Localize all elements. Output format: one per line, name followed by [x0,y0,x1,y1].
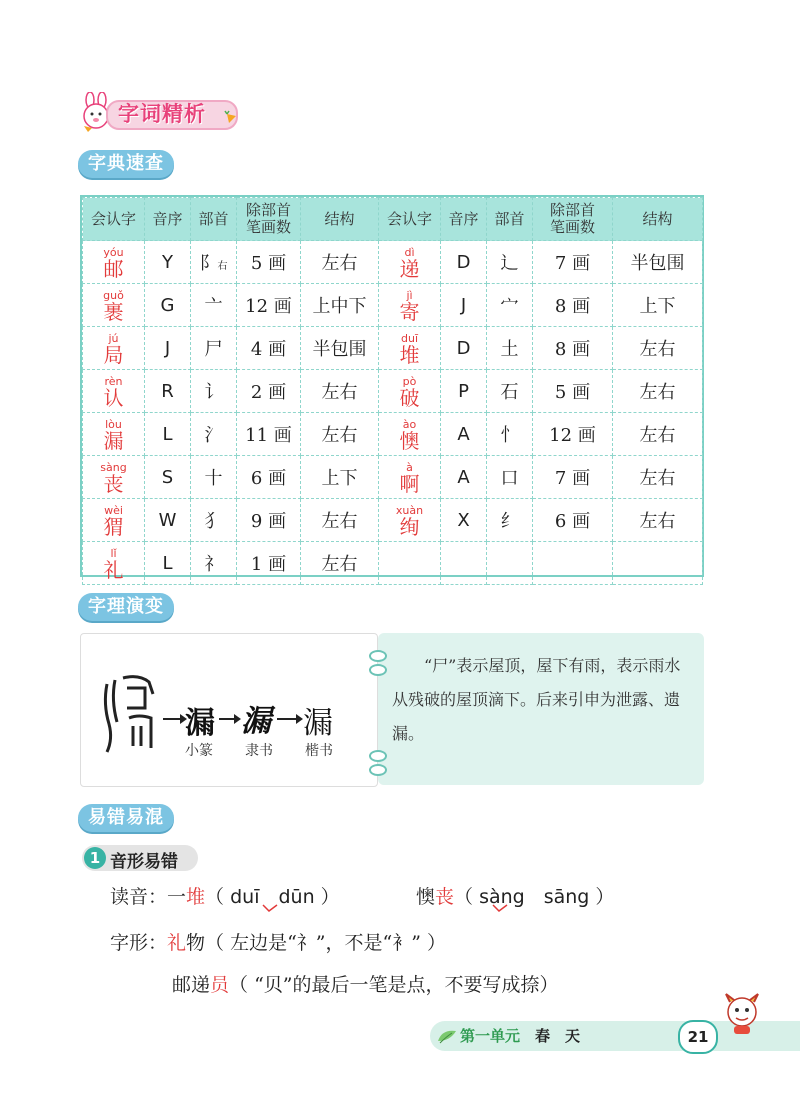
char-cell [379,499,441,542]
hanzi: 啊 [399,472,420,496]
dragon-mascot-icon [716,990,768,1036]
seal-script-glyph-icon [99,674,161,754]
header-cell: 音序 [145,198,191,241]
header-cell: 会认字 [379,198,441,241]
footer-unit-label [460,1025,580,1046]
letter-cell: S [145,456,191,499]
shape2-note: （ “贝”的最后一笔是点，不要写成捺） [229,974,559,996]
evolution-explanation: “尸”表示屋顶，屋下有雨，表示雨水从残破的屋顶滴下。后来引申为泄露、遗漏。 [392,656,681,743]
strokes-cell: 6 画 [533,499,613,542]
letter-cell: A [441,413,487,456]
char-cell [379,542,441,585]
structure-cell: 上中下 [301,284,379,327]
letter-cell: J [441,284,487,327]
letter-cell: Y [145,241,191,284]
hanzi: 礼 [103,558,124,582]
pinyin: yóu [103,246,124,259]
char-cell [379,456,441,499]
char-cell [83,241,145,284]
char-cell [379,327,441,370]
pinyin: dì [404,246,415,259]
structure-cell: 左右 [613,370,703,413]
strokes-cell: 7 画 [533,241,613,284]
clerical-script-char: 漏 [185,706,215,741]
strokes-cell: 6 画 [237,456,301,499]
header-cell: 结构 [613,198,703,241]
strokes-cell: 5 画 [533,370,613,413]
char-cell [83,542,145,585]
pron1-char: 堆 [186,886,206,908]
strokes-cell: 2 画 [237,370,301,413]
radical-cell: 土 [487,327,533,370]
shape-label: 字形： [110,932,168,954]
strokes-cell: 9 画 [237,499,301,542]
pron1-options: （ duī dūn ） [205,886,340,908]
char-cell [379,241,441,284]
hanzi: 破 [399,386,420,410]
carrot-icon [224,110,238,124]
shape2-prefix: 邮递 [172,974,211,996]
pinyin: xuàn [395,504,424,517]
letter-cell: P [441,370,487,413]
structure-cell: 半包围 [301,327,379,370]
letter-cell: J [145,327,191,370]
arrow-icon [219,718,239,720]
table-header-row [83,198,703,241]
hanzi: 寄 [399,300,420,324]
char-cell [83,284,145,327]
structure-cell: 左右 [613,413,703,456]
radical-cell [487,542,533,585]
structure-cell: 左右 [301,499,379,542]
table-row [83,284,703,327]
pinyin: lǐ [110,547,117,560]
pron2-char: 丧 [435,886,455,908]
char-cell [83,413,145,456]
structure-cell: 半包围 [613,241,703,284]
table-row [83,499,703,542]
letter-cell: R [145,370,191,413]
strokes-cell: 11 画 [237,413,301,456]
header-cell: 音序 [441,198,487,241]
hanzi: 丧 [103,472,124,496]
structure-cell [613,542,703,585]
pronunciation-line-2 [416,882,614,909]
structure-cell: 左右 [301,241,379,284]
hanzi: 猬 [103,515,124,539]
evolution-illustration [80,633,378,787]
section-dict-label: 字典速查 [78,150,174,178]
subsection-title: 音形易错 [110,852,178,872]
dictionary-table [80,195,704,582]
structure-cell: 左右 [613,499,703,542]
binder-ring-icon [369,650,387,662]
radical-cell: 讠 [191,370,237,413]
header-cell: 除部首 笔画数 [237,198,301,241]
strokes-cell: 8 画 [533,327,613,370]
pron2-options: （ sàng sāng ） [454,886,615,908]
header-cell: 结构 [301,198,379,241]
pinyin: guǒ [103,289,124,302]
caption-seal: 小篆 [185,743,213,759]
structure-cell: 左右 [613,456,703,499]
letter-cell: L [145,542,191,585]
section-errors-label: 易错易混 [78,804,174,832]
pinyin: rèn [104,375,123,388]
binder-ring-icon [369,664,387,676]
char-cell [83,499,145,542]
pinyin: duī [400,332,418,345]
pron1-prefix: 一 [167,886,187,908]
pron2-prefix: 懊 [416,886,436,908]
subsection-number: 1 [84,847,106,869]
pronunciation-line [110,882,340,909]
char-cell [83,327,145,370]
arrow-icon [277,718,301,720]
footer-unit: 第一单元 [460,1027,521,1045]
shape-line-1 [110,928,446,955]
letter-cell: L [145,413,191,456]
radical-cell: 纟 [487,499,533,542]
hanzi: 递 [399,257,420,281]
shape-line-2 [172,970,559,997]
pinyin: pò [402,375,417,388]
strokes-cell: 4 画 [237,327,301,370]
leaf-icon [436,1027,458,1045]
strokes-cell: 12 画 [533,413,613,456]
letter-cell [441,542,487,585]
table-row [83,327,703,370]
pinyin: sàng [100,461,127,474]
strokes-cell: 1 画 [237,542,301,585]
structure-cell: 左右 [301,413,379,456]
regular-script-char: 漏 [303,706,333,741]
radical-cell: 口 [487,456,533,499]
strokes-cell [533,542,613,585]
structure-cell: 上下 [301,456,379,499]
radical-cell: 氵 [191,413,237,456]
arrow-icon [163,718,185,720]
hanzi: 绚 [399,515,420,539]
header-cell: 部首 [487,198,533,241]
page-title: 字词精析 [118,102,206,126]
header-cell: 部首 [191,198,237,241]
strokes-cell: 5 画 [237,241,301,284]
char-cell [379,284,441,327]
radical-cell: 亠 [191,284,237,327]
table-row [83,542,703,585]
hanzi: 堆 [399,343,420,367]
hanzi: 漏 [103,429,124,453]
strokes-cell: 12 画 [237,284,301,327]
structure-cell: 上下 [613,284,703,327]
pinyin: lòu [105,418,122,431]
letter-cell: W [145,499,191,542]
binder-ring-icon [369,750,387,762]
radical-cell: 礻 [191,542,237,585]
caption-regular: 楷书 [305,743,333,759]
structure-cell: 左右 [613,327,703,370]
table-row [83,413,703,456]
strokes-cell: 8 画 [533,284,613,327]
hanzi: 局 [103,343,124,367]
pinyin: wèi [104,504,123,517]
char-cell [83,456,145,499]
check-mark-icon [262,904,278,912]
table-row [83,370,703,413]
letter-cell: G [145,284,191,327]
shape1-note: 物（ 左边是“礻”，不是“衤” ） [186,932,446,954]
caption-clerical: 隶书 [245,743,273,759]
clerical-char: 漏 [241,704,271,739]
footer-topic: 春 天 [535,1027,581,1045]
structure-cell: 左右 [301,542,379,585]
hanzi: 邮 [103,257,124,281]
radical-cell: 石 [487,370,533,413]
subsection-pill [82,845,198,871]
char-cell [379,413,441,456]
section-evolution-label: 字理演变 [78,593,174,621]
hanzi: 认 [103,386,124,410]
pinyin: ào [402,418,417,431]
shape1-char: 礼 [167,932,187,954]
structure-cell: 左右 [301,370,379,413]
page-number: 21 [678,1020,718,1054]
strokes-cell: 7 画 [533,456,613,499]
letter-cell: X [441,499,487,542]
header-cell: 除部首 笔画数 [533,198,613,241]
radical-cell: 宀 [487,284,533,327]
radical-cell: 阝右 [191,241,237,284]
pinyin: jì [406,289,413,302]
table-row [83,241,703,284]
radical-cell: 尸 [191,327,237,370]
binder-ring-icon [369,764,387,776]
radical-cell: 十 [191,456,237,499]
pron-label: 读音： [110,886,168,908]
pinyin: à [406,461,413,474]
char-cell [83,370,145,413]
pinyin: jú [108,332,119,345]
hanzi: 裹 [103,300,124,324]
radical-cell: 犭 [191,499,237,542]
evolution-explanation-panel [378,633,704,785]
shape2-char: 员 [210,974,230,996]
letter-cell: D [441,327,487,370]
section-title-badge [78,92,238,132]
table-row [83,456,703,499]
char-cell [379,370,441,413]
letter-cell: A [441,456,487,499]
hanzi: 懊 [399,429,420,453]
check-mark-icon [492,904,508,912]
radical-cell: 忄 [487,413,533,456]
header-cell: 会认字 [83,198,145,241]
radical-cell: 辶 [487,241,533,284]
letter-cell: D [441,241,487,284]
